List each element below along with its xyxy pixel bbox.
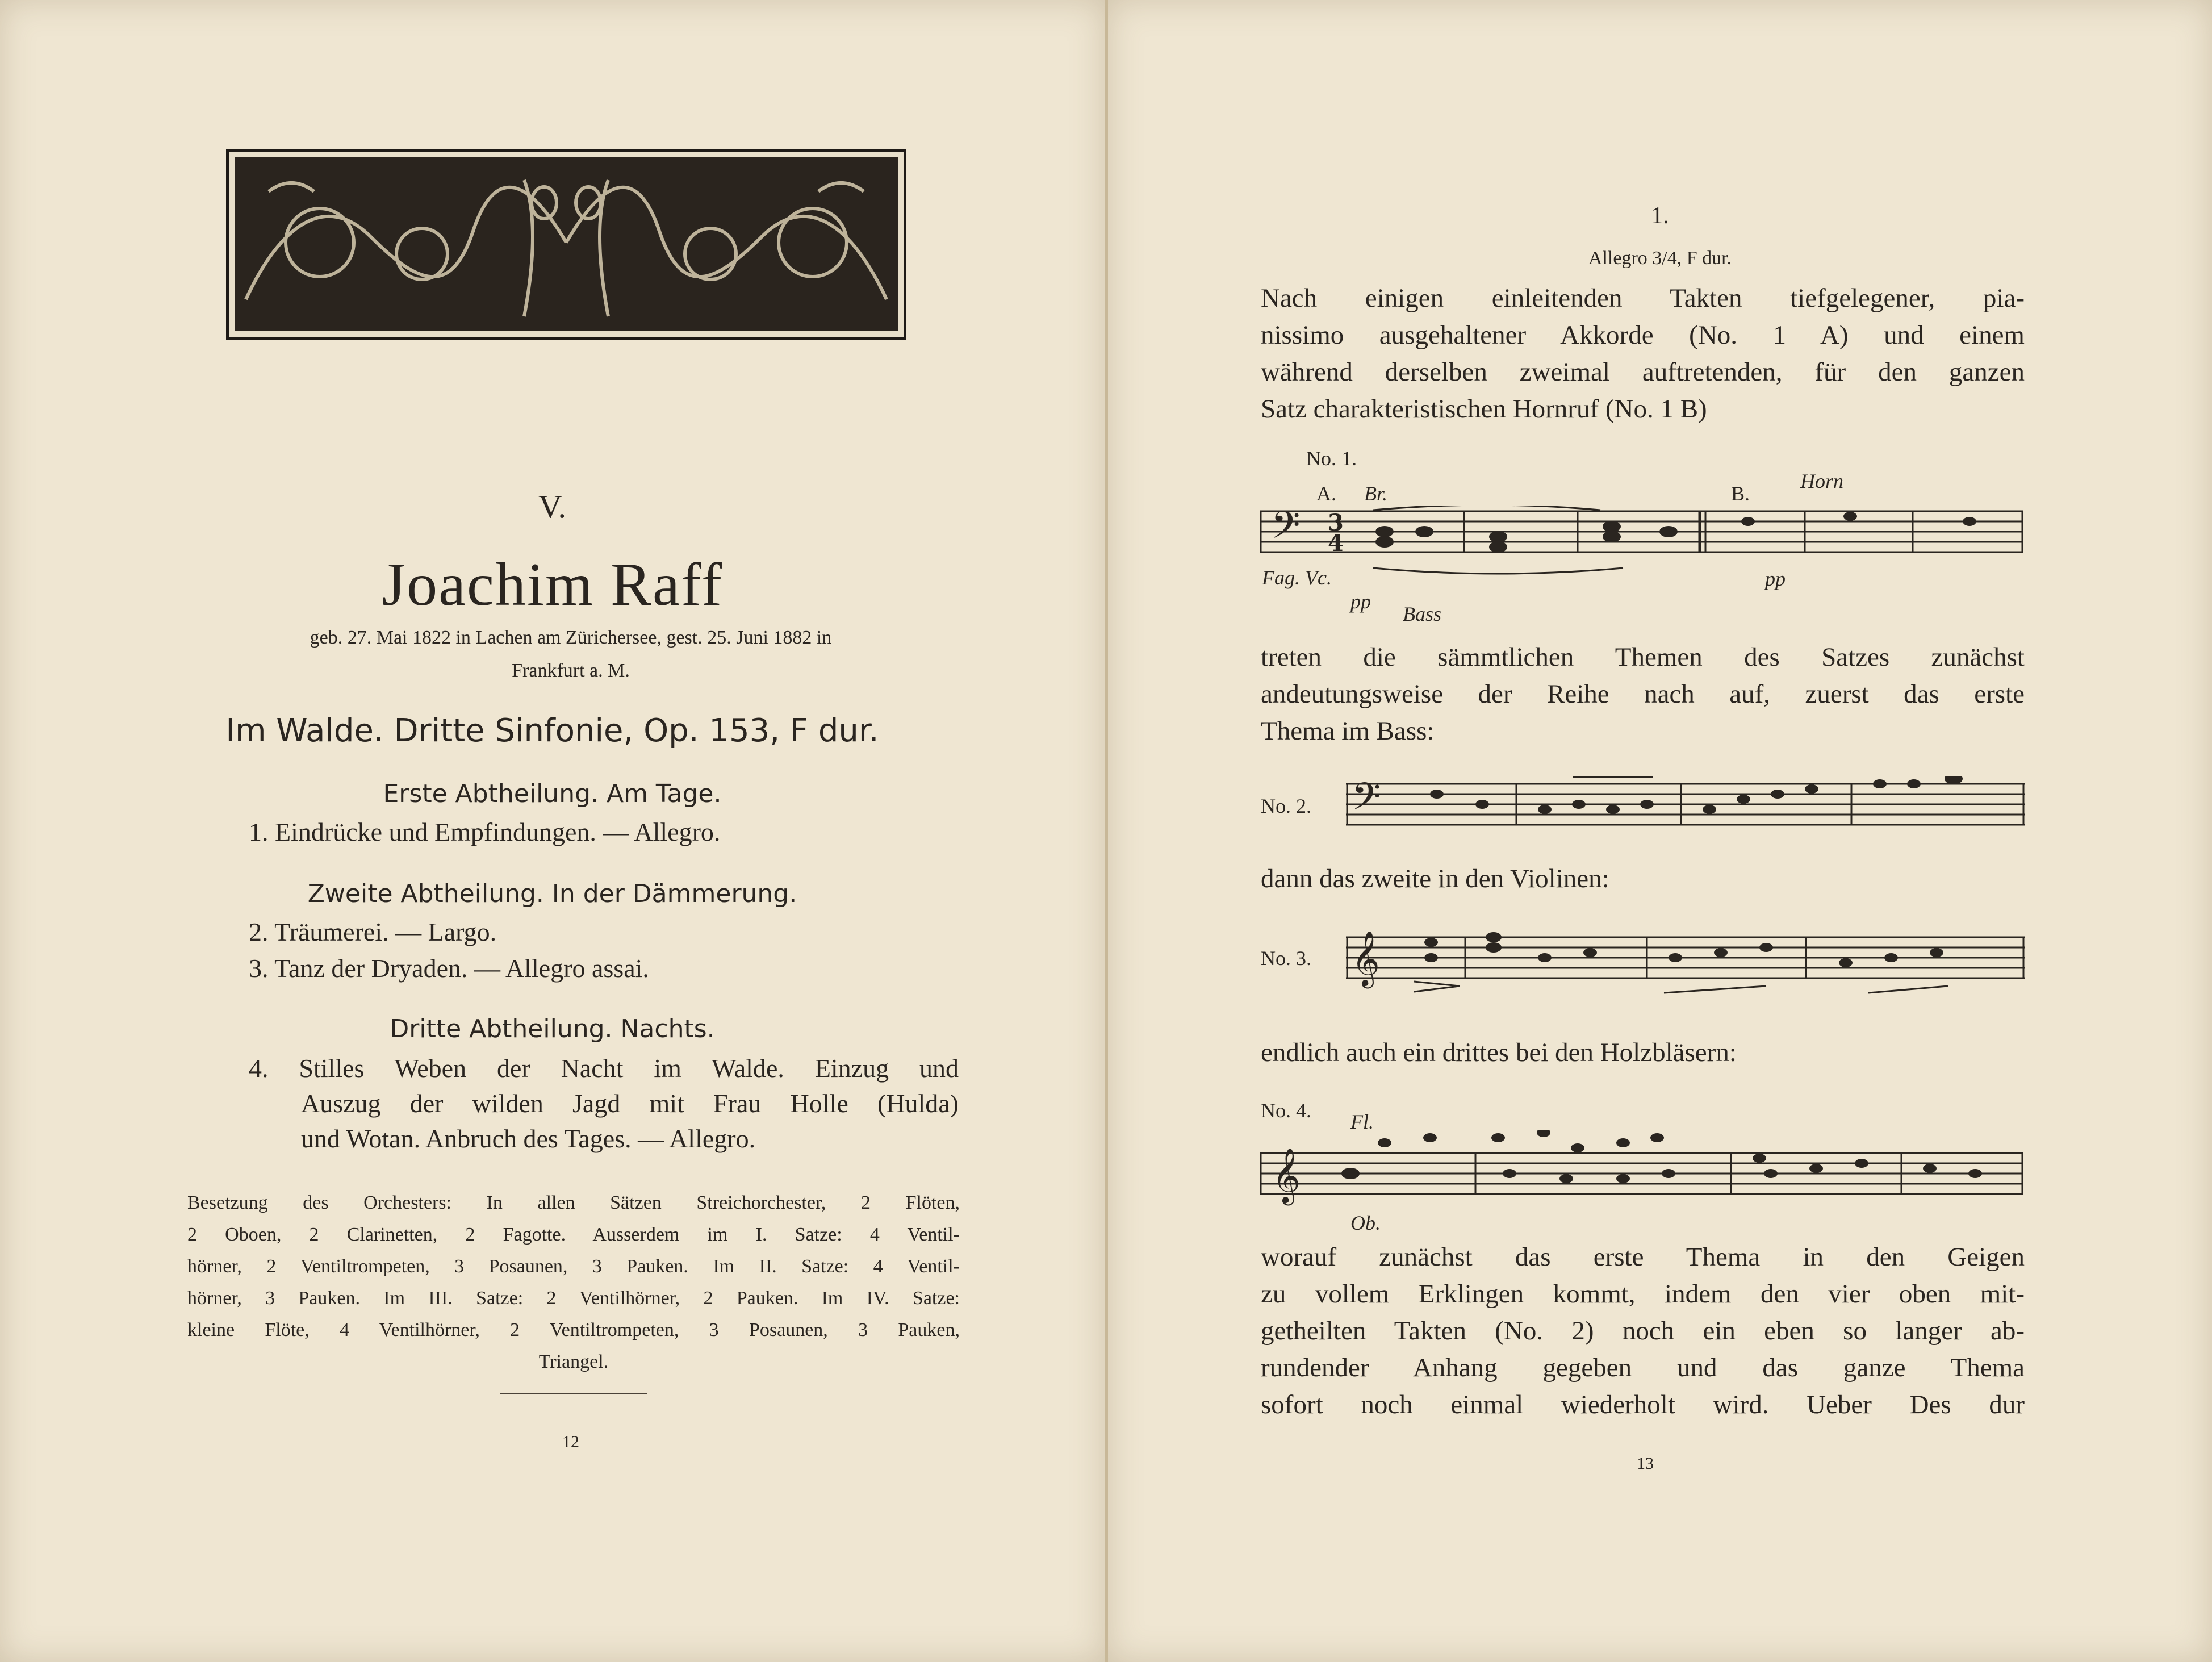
example-4-staff — [1260, 1130, 2026, 1216]
svg-text:𝄞: 𝄞 — [1272, 1147, 1301, 1203]
part-1-item-1: 1. Eindrücke und Empfindungen. — Allegro. — [249, 817, 721, 846]
composer-dates — [187, 621, 954, 687]
part-2-item-1: 2. Träumerei. — Largo. — [249, 917, 497, 946]
para-5-line-5: sofort noch einmal wiederholt wird. Ueber Des dur — [1261, 1390, 2025, 1419]
dates-line-1: geb. 27. Mai 1822 in Lachen am Zürichersee, gest. 25. Juni 1882 in — [310, 627, 832, 648]
para-3: dann das zweite in den Violinen: — [1261, 864, 1609, 893]
example-4-ob-label: Ob. — [1350, 1212, 1381, 1234]
part-2-item-2: 3. Tanz der Dryaden. — Allegro assai. — [249, 954, 649, 983]
example-1-horn-label: Horn — [1800, 470, 1844, 492]
work-title: Im Walde. Dritte Sinfonie, Op. 153, F dur. — [225, 712, 879, 749]
orchestra-line-4: hörner, 3 Pauken. Im III. Satze: 2 Ventilhörner, 2 Pauken. Im IV. Satze: — [187, 1288, 960, 1309]
svg-text:𝄢: 𝄢 — [1271, 506, 1301, 556]
example-3-staff — [1346, 929, 2027, 1009]
page-number-left: 12 — [562, 1433, 579, 1451]
para-4: endlich auch ein drittes bei den Holzbläsern: — [1261, 1038, 1737, 1067]
example-1-pp-1: pp — [1350, 590, 1371, 613]
example-1-fag-label: Fag. Vc. — [1262, 566, 1332, 589]
example-1-br-label: Br. — [1364, 482, 1388, 505]
para-5-line-1: worauf zunächst das erste Thema in den Geigen — [1261, 1242, 2025, 1272]
example-1-pp-2: pp — [1765, 567, 1786, 590]
example-3-label: No. 3. — [1261, 947, 1311, 970]
part-3-item-line-2: Auszug der wilden Jagd mit Frau Holle (Hulda) — [301, 1089, 959, 1118]
svg-text:4: 4 — [1328, 530, 1344, 557]
example-1-a-label: A. — [1316, 482, 1336, 505]
example-2-label: No. 2. — [1261, 795, 1311, 817]
part-2-heading: Zweite Abtheilung. In der Dämmerung. — [307, 879, 797, 908]
para-2-line-1: treten die sämmtlichen Themen des Satzes zunächst — [1261, 642, 2025, 672]
para-1-line-1: Nach einigen einleitenden Takten tiefgelegener, pia- — [1261, 283, 2025, 313]
para-5-line-2: zu vollem Erklingen kommt, indem den vier oben mit- — [1261, 1279, 2025, 1309]
part-3-item-line-1: 4. Stilles Weben der Nacht im Walde. Einzug und — [249, 1054, 959, 1083]
para-5-line-4: rundender Anhang gegeben und das ganze Thema — [1261, 1353, 2025, 1383]
svg-text:𝄢: 𝄢 — [1352, 776, 1381, 828]
page-number-right: 13 — [1637, 1454, 1654, 1473]
example-2-staff — [1346, 776, 2027, 838]
example-1-b-label: B. — [1731, 482, 1750, 505]
orchestra-line-6: Triangel. — [538, 1351, 609, 1372]
orchestra-line-3: hörner, 2 Ventiltrompeten, 3 Posaunen, 3 Pauken. Im II. Satze: 4 Ventil- — [187, 1256, 960, 1277]
example-4-label: No. 4. — [1261, 1099, 1311, 1122]
ornament-vignette — [226, 149, 906, 340]
para-1-line-3: während derselben zweimal auftretenden, für den ganzen — [1261, 357, 2025, 387]
composer-name: Joachim Raff — [382, 551, 723, 619]
para-2-line-3: Thema im Bass: — [1261, 716, 1435, 746]
example-1-label: No. 1. — [1306, 447, 1357, 470]
movement-number: 1. — [1651, 203, 1669, 229]
section-divider — [500, 1393, 647, 1394]
svg-text:𝄞: 𝄞 — [1352, 930, 1380, 986]
para-2-line-2: andeutungsweise der Reihe nach auf, zuerst das erste — [1261, 679, 2025, 709]
para-5-line-3: getheilten Takten (No. 2) noch ein eben so langer ab- — [1261, 1316, 2025, 1346]
dates-line-2: Frankfurt a. M. — [512, 660, 630, 681]
orchestra-line-5: kleine Flöte, 4 Ventilhörner, 2 Ventiltrompeten, 3 Posaunen, 3 Pauken, — [187, 1319, 960, 1341]
part-3-heading: Dritte Abtheilung. Nachts. — [390, 1014, 715, 1043]
orchestra-line-2: 2 Oboen, 2 Clarinetten, 2 Fagotte. Ausserdem im I. Satze: 4 Ventil- — [187, 1224, 960, 1245]
example-1-bass-label: Bass — [1403, 603, 1442, 625]
example-4-fl-label: Fl. — [1350, 1110, 1374, 1133]
orchestration-paragraph — [187, 1187, 960, 1378]
part-1-heading: Erste Abtheilung. Am Tage. — [383, 779, 722, 808]
ornament-image — [235, 157, 898, 331]
para-1-line-4: Satz charakteristischen Hornruf (No. 1 B) — [1261, 394, 1707, 424]
para-1-line-2: nissimo ausgehaltener Akkorde (No. 1 A) und einem — [1261, 320, 2025, 350]
part-3-item-line-3: und Wotan. Anbruch des Tages. — Allegro. — [301, 1124, 756, 1153]
svg-text:3: 3 — [1328, 510, 1344, 536]
section-number: V. — [538, 488, 566, 525]
movement-tempo: Allegro 3/4, F dur. — [1588, 248, 1732, 269]
orchestra-line-1: Besetzung des Orchesters: In allen Sätzen Streichorchester, 2 Flöten, — [187, 1192, 960, 1213]
example-1-staff — [1260, 506, 2026, 579]
